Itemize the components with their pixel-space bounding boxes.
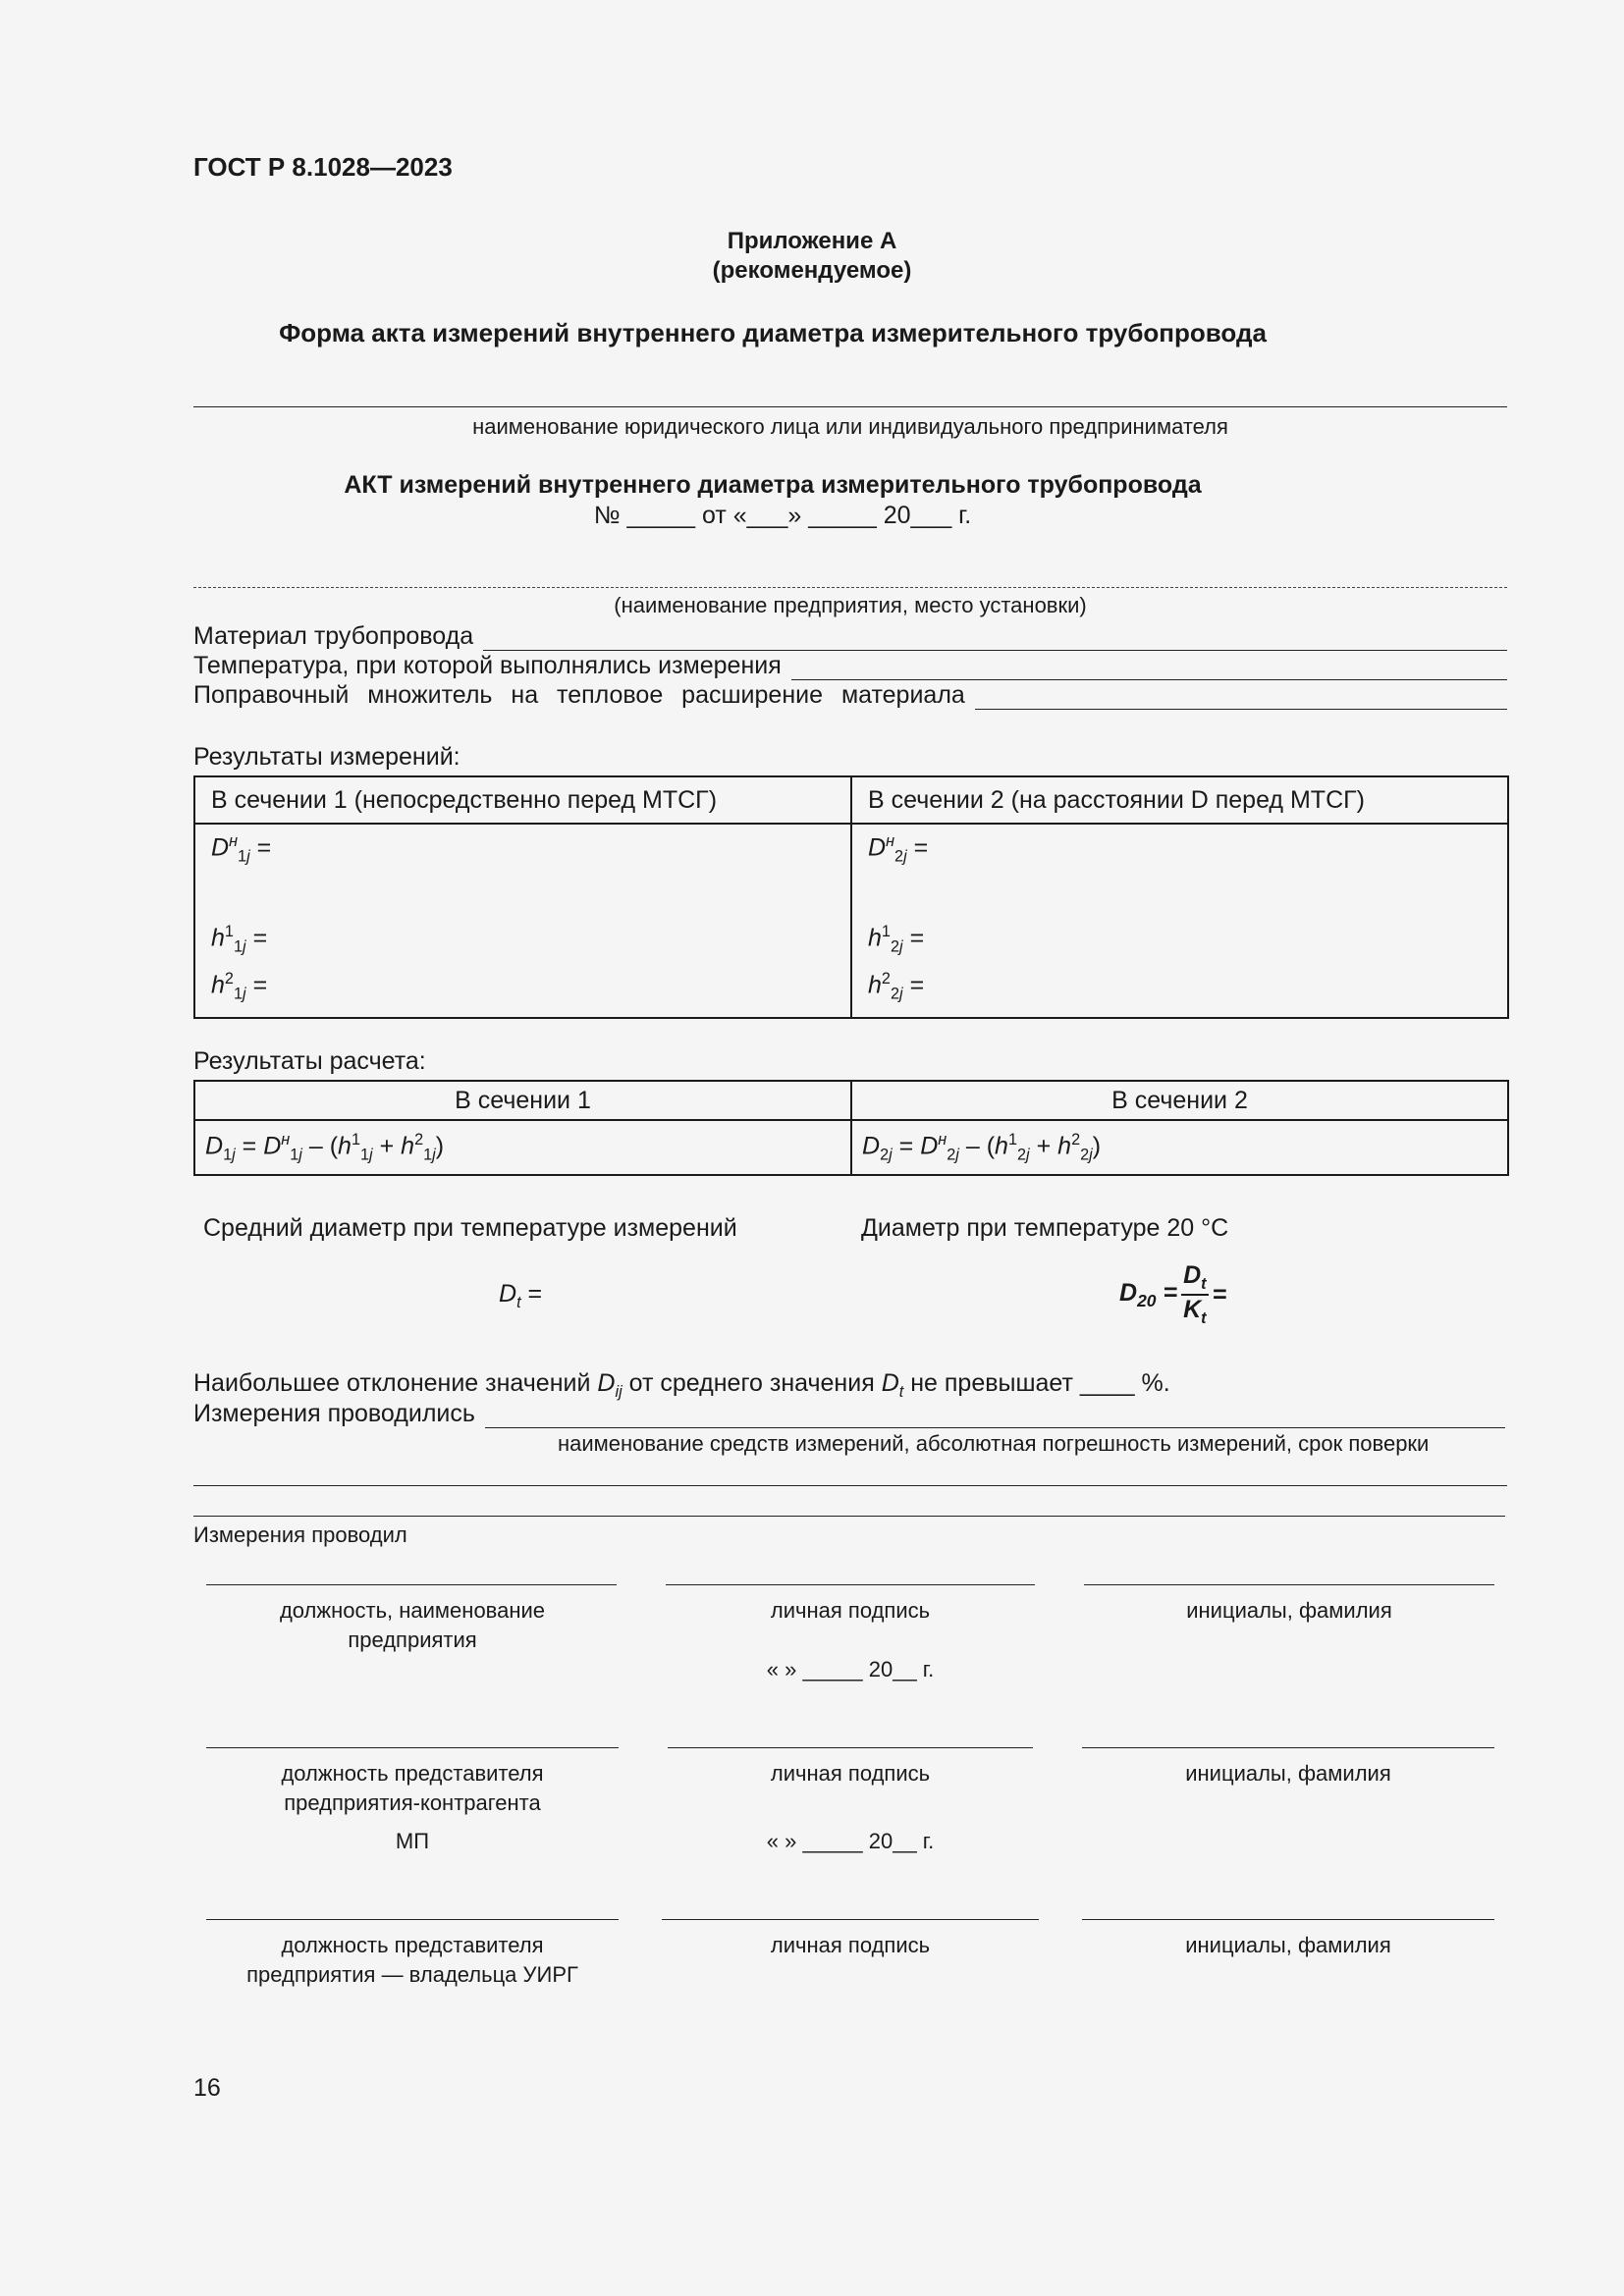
instruments-line-3[interactable]	[193, 1516, 1505, 1517]
block2-seal: МП	[395, 1829, 430, 1853]
block2-name-line[interactable]	[1082, 1747, 1494, 1748]
measurements-cell-2[interactable]	[851, 824, 1508, 1018]
document-code: ГОСТ Р 8.1028—2023	[193, 152, 453, 182]
block3-position-line[interactable]	[206, 1919, 619, 1920]
average-left-caption: Средний диаметр при температуре измерений	[203, 1214, 737, 1242]
page-number: 16	[193, 2074, 221, 2102]
dh1-formula: $D^н_{1j}$ =	[211, 832, 272, 866]
block2-signature-caption: личная подпись	[770, 1761, 931, 1786]
h11-formula: $h^1_{1j}$ =	[211, 923, 268, 956]
temperature-label: Температура, при которой выполнялись измерения	[193, 652, 782, 679]
instruments-caption: наименование средств измерений, абсолютная погрешность измерений, срок поверки	[558, 1431, 1430, 1456]
average-right-caption: Диаметр при температуре 20 °С	[861, 1214, 1229, 1242]
dt-formula[interactable]: $D_t$ =	[499, 1280, 543, 1311]
block2-name-caption: инициалы, фамилия	[1185, 1761, 1391, 1786]
temperature-field[interactable]	[193, 652, 1507, 680]
org-name-line[interactable]	[193, 406, 1507, 407]
calculation-col2-header: В сечении 2	[851, 1081, 1508, 1120]
block1-signature-line[interactable]	[666, 1584, 1035, 1585]
instruments-line-2[interactable]	[193, 1485, 1507, 1486]
block2-signature-line[interactable]	[668, 1747, 1033, 1748]
dh2-formula: $D^н_{2j}$ =	[868, 832, 929, 866]
calculation-formula-1: $D_{1j} = D^н_{1j} - (h^1_{1j} + h^2_{1j})$	[194, 1120, 851, 1175]
measurements-label: Результаты измерений:	[193, 743, 460, 771]
block1-signature-caption: личная подпись	[770, 1598, 931, 1623]
signatures-label: Измерения проводил	[193, 1522, 407, 1547]
calculation-col1-header: В сечении 1	[194, 1081, 851, 1120]
h21-formula: $h^2_{1j}$ =	[211, 970, 268, 1003]
block2-position-caption: должность представителя предприятия-контрагента	[281, 1761, 544, 1815]
form-title: Форма акта измерений внутреннего диаметра измерительного трубопровода	[279, 318, 1267, 347]
block2-position-line[interactable]	[206, 1747, 619, 1748]
org-caption: наименование юридического лица или индивидуального предпринимателя	[472, 414, 1228, 439]
block1-date[interactable]: « » _____ 20__ г.	[766, 1657, 935, 1682]
enterprise-caption: (наименование предприятия, место установки)	[614, 593, 1087, 617]
block1-name-caption: инициалы, фамилия	[1186, 1598, 1392, 1623]
instruments-field[interactable]	[193, 1400, 1505, 1428]
act-title: АКТ измерений внутреннего диаметра измерительного трубопровода	[344, 471, 1202, 499]
appendix-subtitle: (рекомендуемое)	[712, 257, 912, 284]
appendix-title: Приложение А	[727, 228, 897, 254]
deviation-prefix: Наибольшее отклонение значений	[193, 1369, 591, 1397]
calculation-label: Результаты расчета:	[193, 1047, 426, 1075]
h22-formula: $h^2_{2j}$ =	[868, 970, 925, 1003]
block3-name-caption: инициалы, фамилия	[1185, 1933, 1391, 1957]
measurements-col2-header: В сечении 2 (на расстоянии D перед МТСГ)	[851, 776, 1508, 824]
deviation-line[interactable]: Наибольшее отклонение значений $D_{ij}$ от среднего значения $D_t$ не превышает ____ %.	[193, 1369, 1170, 1401]
block3-signature-caption: личная подпись	[770, 1933, 931, 1957]
measurements-cell-1[interactable]	[194, 824, 851, 1018]
block3-position-caption: должность представителя предприятия — владельца УИРГ	[246, 1933, 578, 1987]
block1-position-line[interactable]	[206, 1584, 617, 1585]
correction-field[interactable]	[193, 681, 1507, 710]
measurements-col1-header: В сечении 1 (непосредственно перед МТСГ)	[194, 776, 851, 824]
measurements-table	[193, 775, 1509, 1019]
deviation-mid: от среднего значения	[628, 1369, 875, 1397]
correction-label: Поправочный множитель на тепловое расширение материала	[193, 681, 965, 709]
d20-formula[interactable]: $D_{20}$ = $\frac{D_t}{K_t}$ =	[1119, 1261, 1227, 1327]
deviation-suffix: не превышает ____ %.	[910, 1369, 1170, 1397]
calculation-table	[193, 1080, 1509, 1176]
block3-signature-line[interactable]	[662, 1919, 1039, 1920]
instruments-label: Измерения проводились	[193, 1400, 475, 1427]
block2-date[interactable]: « » _____ 20__ г.	[766, 1829, 935, 1853]
block1-name-line[interactable]	[1084, 1584, 1494, 1585]
block1-position-caption: должность, наименование предприятия	[279, 1598, 546, 1652]
enterprise-line[interactable]	[193, 587, 1507, 588]
material-field[interactable]	[193, 622, 1507, 651]
h12-formula: $h^1_{2j}$ =	[868, 923, 925, 956]
act-number-line[interactable]: № _____ от «___» _____ 20___ г.	[593, 502, 972, 529]
material-label: Материал трубопровода	[193, 622, 474, 650]
calculation-formula-2: $D_{2j} = D^н_{2j} - (h^1_{2j} + h^2_{2j})$	[851, 1120, 1508, 1175]
block3-name-line[interactable]	[1082, 1919, 1494, 1920]
